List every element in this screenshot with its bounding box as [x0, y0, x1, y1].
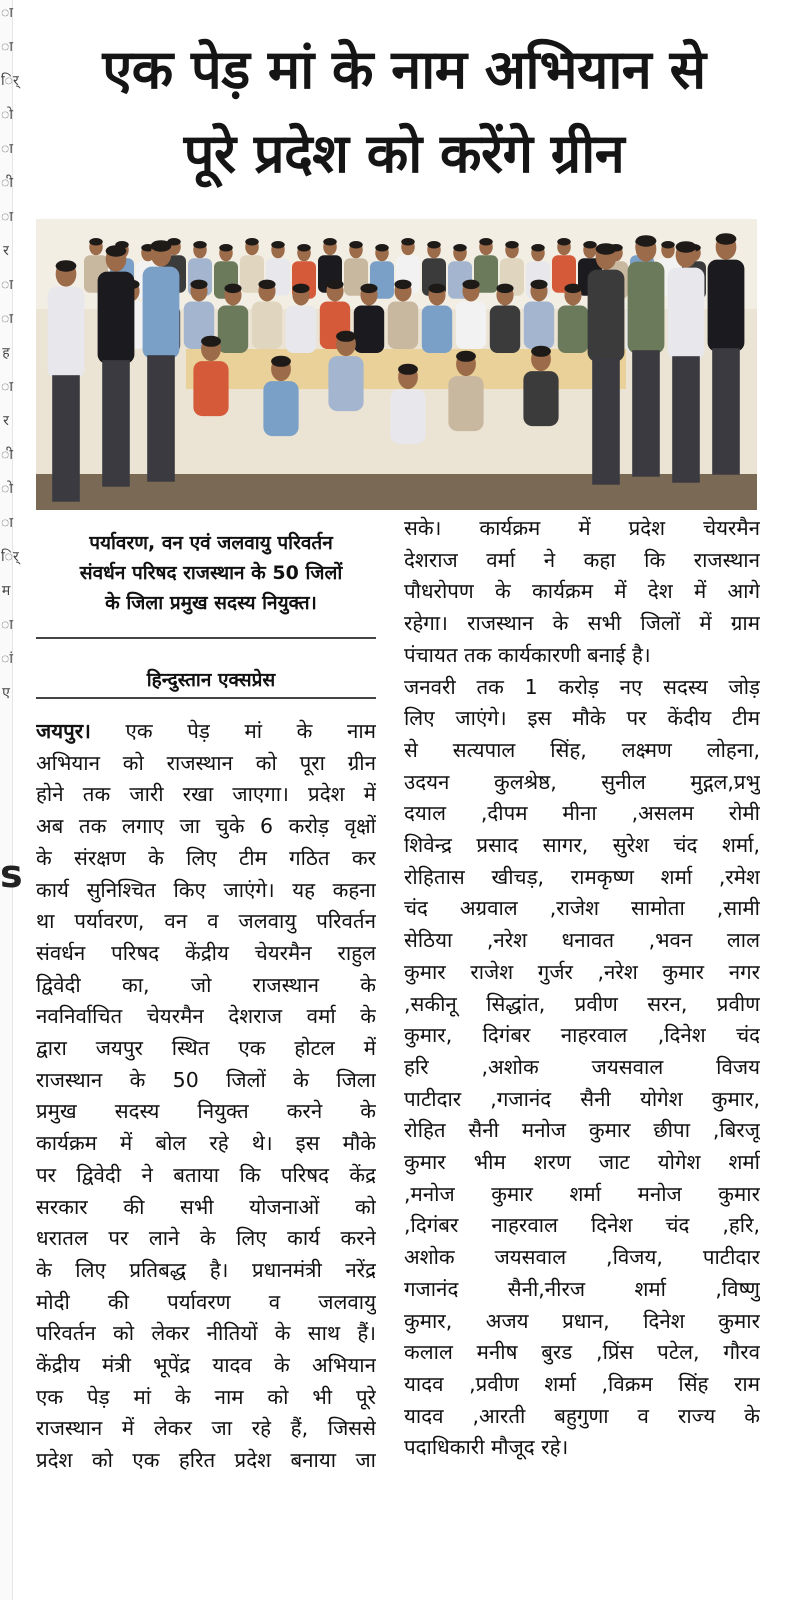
adjacent-column-glyph: ो	[1, 481, 13, 497]
article-line: मोदी की पर्यावरण व जलवायु	[36, 1289, 376, 1314]
person-figure	[98, 245, 135, 487]
article-line: पंचायत तक कार्यकारणी बनाई है।	[404, 642, 651, 667]
adjacent-column-glyph: ी	[1, 447, 13, 463]
caption-line-3: के जिला प्रमुख सदस्य नियुक्त।	[105, 592, 317, 614]
article-line: ,मनोज कुमार शर्मा मनोज कुमार	[404, 1181, 760, 1206]
article-line: जनवरी तक 1 करोड़ नए सदस्य जोड़	[404, 674, 760, 699]
caption-divider	[36, 637, 376, 639]
adjacent-column-glyph: ा	[1, 39, 13, 55]
article-line: पौधरोपण के कार्यक्रम में देश में आगे	[404, 579, 760, 604]
dateline: जयपुर।	[36, 719, 91, 743]
article-line: कलाल मनीष बुरड ,प्रिंस पटेल, गौरव	[404, 1340, 760, 1365]
article-line: द्विवेदी का, जो राजस्थान के	[36, 972, 376, 997]
person-figure	[668, 241, 705, 483]
article-line: कार्यक्रम में बोल रहे थे। इस मौके	[36, 1131, 376, 1156]
article-line: सरकार की सभी योजनाओं को	[36, 1194, 376, 1219]
article-line: होने तक जारी रखा जाएगा। प्रदेश में	[36, 782, 376, 807]
article-line: धरातल पर लाने के लिए कार्य करने	[36, 1226, 376, 1251]
adjacent-column-glyph: ो	[1, 107, 13, 123]
adjacent-column-glyph: म	[1, 583, 11, 599]
caption-line-2: संवर्धन परिषद राजस्थान के 50 जिलों	[79, 562, 343, 584]
article-line: ,सकीनू सिद्धांत, प्रवीण सरन, प्रवीण	[404, 991, 760, 1016]
headline	[28, 28, 780, 196]
article-column-right	[404, 513, 760, 1464]
person-figure	[708, 233, 745, 475]
article-line: पर द्विवेदी ने बताया कि परिषद केंद्र	[36, 1162, 376, 1187]
article-line: रहेगा। राजस्थान के सभी जिलों में ग्राम	[404, 611, 760, 636]
caption-line-1: पर्यावरण, वन एवं जलवायु परिवर्तन	[89, 532, 333, 554]
group-photo-illustration	[36, 219, 757, 510]
adjacent-column-glyph: ा	[1, 515, 13, 531]
headline-line-1: एक पेड़ मां के नाम अभियान से	[102, 38, 706, 101]
adjacent-column-letter: s	[0, 852, 23, 896]
byline: हिन्दुस्तान एक्सप्रेस	[146, 669, 276, 691]
article-line: गजानंद सैनी,नीरज शर्मा ,विष्णु	[404, 1276, 760, 1301]
adjacent-column-glyph: र्ि	[1, 73, 19, 89]
article-line: कुमार राजेश गुर्जर ,नरेश कुमार नगर	[404, 959, 760, 984]
person-figure	[48, 260, 85, 502]
article-line: पदाधिकारी मौजूद रहे।	[404, 1435, 569, 1460]
article-line: द्वारा जयपुर स्थित एक होटल में	[36, 1036, 376, 1061]
article-line: नवनिर्वाचित चेयरमैन देशराज वर्मा के	[36, 1004, 376, 1029]
person-figure	[143, 240, 180, 482]
article-line: राजस्थान के 50 जिलों के जिला	[36, 1067, 376, 1092]
article-line: प्रदेश को एक हरित प्रदेश बनाया जा	[36, 1448, 376, 1473]
article-line: अशोक जयसवाल ,विजय, पाटीदार	[404, 1245, 760, 1270]
article-line: से सत्यपाल सिंह, लक्ष्मण लोहना,	[404, 737, 760, 762]
byline-divider	[36, 697, 376, 699]
article-line: एक पेड़ मां के नाम को भी पूरे	[36, 1384, 376, 1409]
article-line: परिवर्तन को लेकर नीतियों के साथ हैं।	[36, 1321, 376, 1346]
article-line: शिवेन्द्र प्रसाद सागर, सुरेश चंद शर्मा,	[404, 833, 760, 858]
article-line: संवर्धन परिषद केंद्रीय चेयरमैन राहुल	[36, 940, 376, 965]
article-line: उदयन कुलश्रेष्ठ, सुनील मुद्गल,प्रभु	[404, 769, 760, 794]
article-line: चंद अग्रवाल ,राजेश सामोता ,सामी	[404, 896, 760, 921]
article-line: लिए जाएंगे। इस मौके पर केंदीय टीम	[404, 706, 760, 731]
adjacent-column-glyph: ा	[1, 379, 13, 395]
article-line: यादव ,आरती बहुगुणा व राज्य के	[404, 1403, 760, 1428]
adjacent-column-glyph: र	[3, 243, 9, 259]
article-line-text: एक पेड़ मां के नाम	[90, 719, 376, 743]
headline-line-2: पूरे प्रदेश को करेंगे ग्रीन	[183, 122, 625, 185]
person-figure	[628, 235, 665, 477]
article-line: प्रमुख सदस्य नियुक्त करने के	[36, 1099, 376, 1124]
article-line: था पर्यावरण, वन व जलवायु परिवर्तन	[36, 909, 376, 934]
article-line: कुमार, अजय प्रधान, दिनेश कुमार	[404, 1308, 760, 1333]
article-line: केंद्रीय मंत्री भूपेंद्र यादव के अभियान	[36, 1353, 376, 1378]
adjacent-column-glyph: ए	[2, 685, 10, 701]
adjacent-column-glyph: ा	[1, 311, 13, 327]
article-line: सेठिया ,नरेश धनावत ,भवन लाल	[404, 928, 760, 953]
article-line: रोहितास खीचड़, रामकृष्ण शर्मा ,रमेश	[404, 864, 760, 889]
article-line: अब तक लगाए जा चुके 6 करोड़ वृक्षों	[36, 814, 376, 839]
article-column-left	[36, 716, 376, 1477]
article-line: पाटीदार ,गजानंद सैनी योगेश कुमार,	[404, 1086, 760, 1111]
article-line: यादव ,प्रवीण शर्मा ,विक्रम सिंह राम	[404, 1371, 760, 1396]
adjacent-column-glyph: ा	[1, 277, 13, 293]
adjacent-column-edge	[0, 0, 19, 1600]
adjacent-column-glyph: ा	[1, 209, 13, 225]
adjacent-column-glyph: ा	[1, 5, 13, 21]
article-line: रोहित सैनी मनोज कुमार छीपा ,बिरजू	[404, 1118, 760, 1143]
group-photo	[36, 219, 757, 510]
article-line: के लिए प्रतिबद्ध है। प्रधानमंत्री नरेंद्र	[36, 1257, 376, 1282]
article-line: अभियान को राजस्थान को पूरा ग्रीन	[36, 750, 376, 775]
article-line: देशराज वर्मा ने कहा कि राजस्थान	[404, 547, 760, 572]
adjacent-column-glyph: ह	[2, 345, 10, 361]
photo-caption	[36, 528, 386, 618]
article-line: कुमार भीम शरण जाट योगेश शर्मा	[404, 1150, 760, 1175]
adjacent-column-glyph: र	[3, 413, 9, 429]
adjacent-column-glyph: ी	[1, 175, 13, 191]
article-line: कुमार, दिगंबर नाहरवाल ,दिनेश चंद	[404, 1023, 760, 1048]
article-line: कार्य सुनिश्चित किए जाएंगे। यह कहना	[36, 877, 376, 902]
article-line: ,दिगंबर नाहरवाल दिनेश चंद ,हरि,	[404, 1213, 760, 1238]
article-line	[36, 716, 376, 748]
article-line: हरि ,अशोक जयसवाल विजय	[404, 1054, 760, 1079]
article-line: दयाल ,दीपम मीना ,असलम रोमी	[404, 801, 760, 826]
adjacent-column-glyph: ा	[1, 141, 13, 157]
article-line: के संरक्षण के लिए टीम गठित कर	[36, 845, 376, 870]
person-figure	[588, 243, 625, 485]
adjacent-column-glyph: ा	[1, 617, 13, 633]
article-line: राजस्थान में लेकर जा रहे हैं, जिससे	[36, 1416, 376, 1441]
adjacent-column-glyph: ां	[1, 651, 13, 667]
article-line: सके। कार्यक्रम में प्रदेश चेयरमैन	[404, 516, 760, 540]
adjacent-column-glyph: र्ि	[1, 549, 19, 565]
